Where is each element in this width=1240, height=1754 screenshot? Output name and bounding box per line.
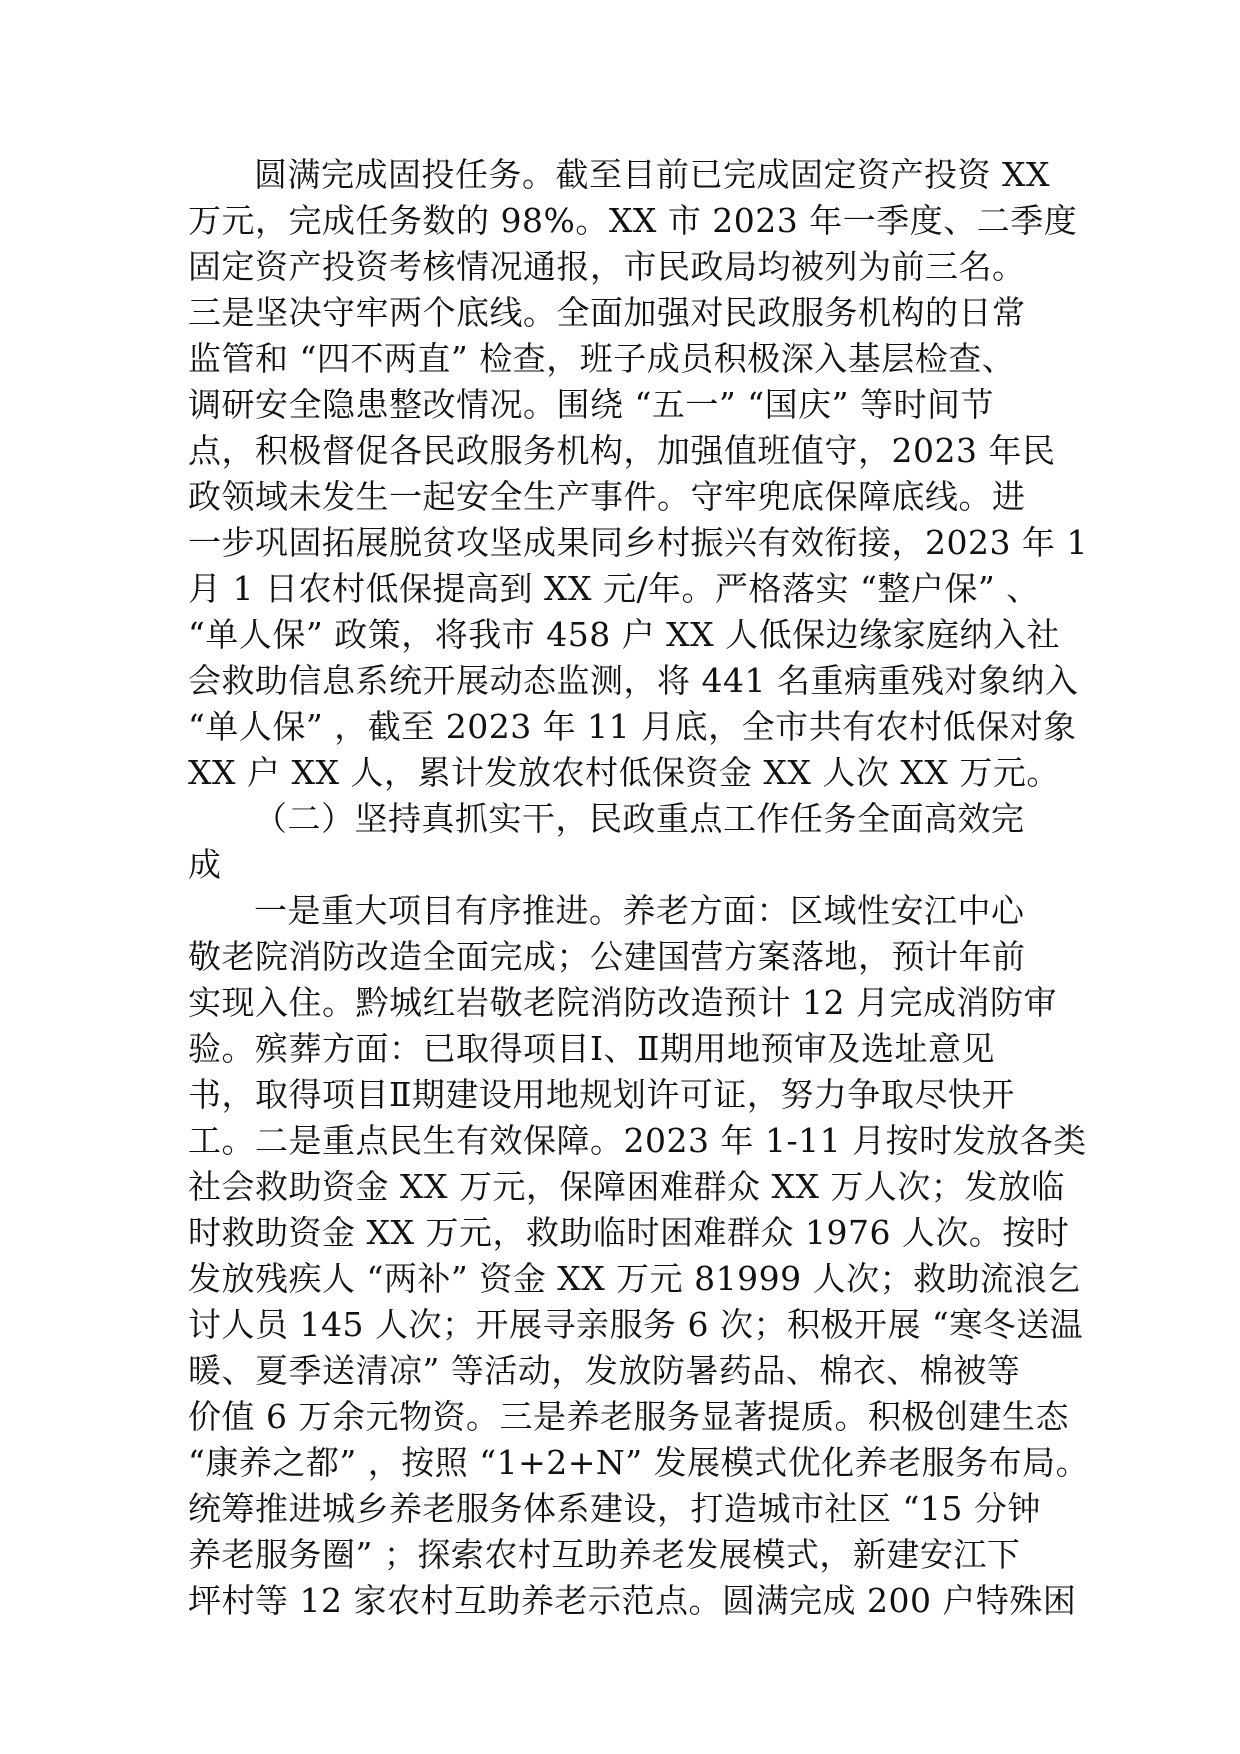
- section-heading: [188, 796, 1068, 888]
- text-line: 时救助资金 XX 万元，救助临时困难群众 1976 人次。按时: [188, 1213, 1070, 1252]
- text-line: 万元，完成任务数的 98%。XX 市 2023 年一季度、二季度: [188, 201, 1078, 240]
- text-line: 一是重大项目有序推进。养老方面：区域性安江中心: [254, 891, 1025, 930]
- text-line: 三是坚决守牢两个底线。全面加强对民政服务机构的日常: [188, 293, 1026, 332]
- text-line: 统筹推进城乡养老服务体系建设，打造城市社区 “15 分钟: [188, 1489, 1041, 1528]
- text-line: 政领域未发生一起安全生产事件。守牢兜底保障底线。进: [188, 477, 1026, 516]
- text-line: 会救助信息系统开展动态监测，将 441 名重病重残对象纳入: [188, 661, 1079, 700]
- section-heading-line: （二）坚持真抓实干，民政重点工作任务全面高效完: [254, 799, 1025, 838]
- text-line: 一步巩固拓展脱贫攻坚成果同乡村振兴有效衔接，2023 年 1: [188, 523, 1088, 562]
- text-line: 点，积极督促各民政服务机构，加强值班值守，2023 年民: [188, 431, 1056, 470]
- text-line: XX 户 XX 人，累计发放农村低保资金 XX 人次 XX 万元。: [188, 753, 1060, 792]
- text-line: 暖、夏季送清凉” 等活动，发放防暑药品、棉衣、棉被等: [188, 1351, 1021, 1390]
- text-line: 固定资产投资考核情况通报，市民政局均被列为前三名。: [188, 247, 1026, 286]
- text-line: 月 1 日农村低保提高到 XX 元/年。严格落实 “整户保” 、: [188, 569, 1040, 608]
- text-line: 发放残疾人 “两补” 资金 XX 万元 81999 人次；救助流浪乞: [188, 1259, 1081, 1298]
- text-line: 敬老院消防改造全面完成；公建国营方案落地，预计年前: [188, 937, 1026, 976]
- section-heading-line: 成: [188, 845, 222, 884]
- text-line: “单人保” 政策，将我市 458 户 XX 人低保边缘家庭纳入社: [188, 615, 1061, 654]
- paragraph-fixed-asset-and-safety: [188, 152, 1088, 796]
- document-page: [188, 152, 1090, 1624]
- text-line: 养老服务圈” ；探索农村互助养老发展模式，新建安江下: [188, 1535, 1021, 1574]
- text-line: 工。二是重点民生有效保障。2023 年 1-11 月按时发放各类: [188, 1121, 1087, 1160]
- text-line: 实现入住。黔城红岩敬老院消防改造预计 12 月完成消防审: [188, 983, 1057, 1022]
- text-line: 验。殡葬方面：已取得项目Ⅰ、Ⅱ期用地预审及选址意见: [188, 1029, 995, 1068]
- paragraph-key-tasks: [188, 888, 1090, 1624]
- text-line: 价值 6 万余元物资。三是养老服务显著提质。积极创建生态: [188, 1397, 1069, 1436]
- text-line: 圆满完成固投任务。截至目前已完成固定资产投资 XX: [254, 155, 1050, 194]
- text-line: 讨人员 145 人次；开展寻亲服务 6 次；积极开展 “寒冬送温: [188, 1305, 1084, 1344]
- text-line: 坪村等 12 家农村互助养老示范点。圆满完成 200 户特殊困: [188, 1581, 1077, 1620]
- text-line: 监管和 “四不两直” 检查，班子成员积极深入基层检查、: [188, 339, 1016, 378]
- text-line: 社会救助资金 XX 万元，保障困难群众 XX 万人次；发放临: [188, 1167, 1065, 1206]
- text-line: “单人保” ，截至 2023 年 11 月底，全市共有农村低保对象: [188, 707, 1077, 746]
- text-line: 调研安全隐患整改情况。围绕 “五一” “国庆” 等时间节: [188, 385, 994, 424]
- text-line: 书，取得项目Ⅱ期建设用地规划许可证，努力争取尽快开: [188, 1075, 1015, 1114]
- text-line: “康养之都” ，按照 “1+2+N” 发展模式优化养老服务布局。: [188, 1443, 1090, 1482]
